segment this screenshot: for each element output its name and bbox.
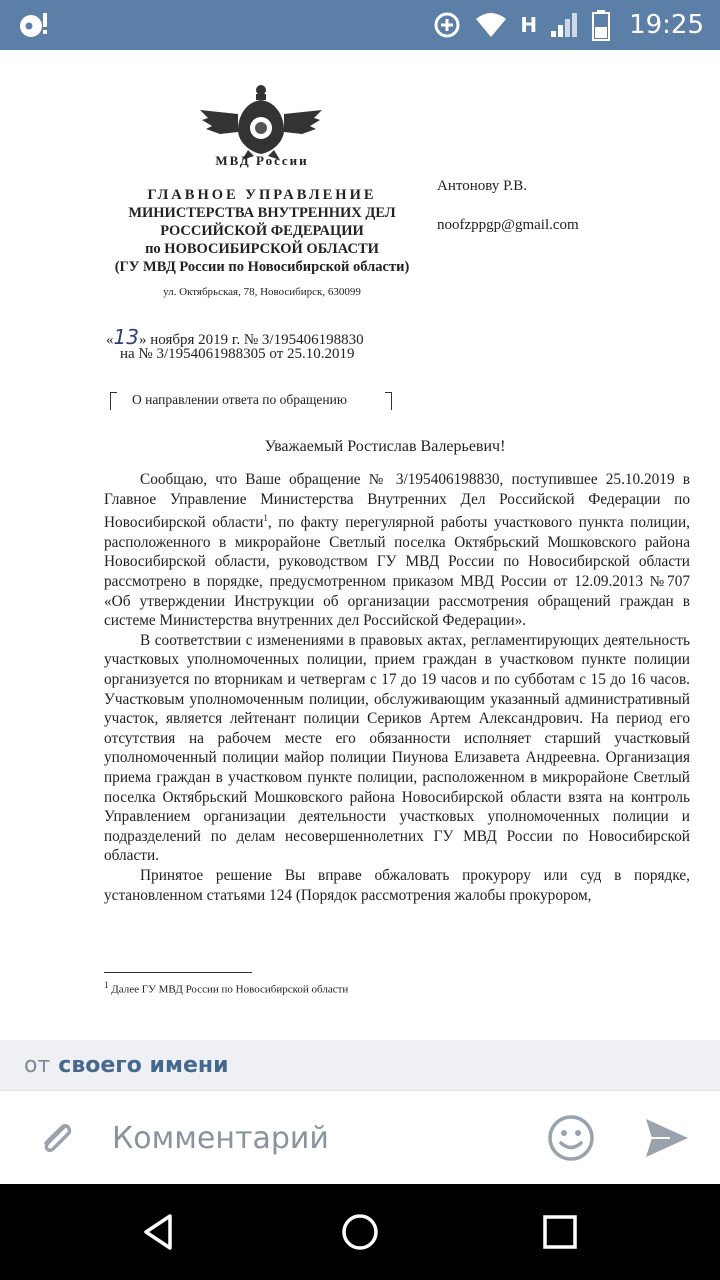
letter-subject: О направлении ответа по обращению bbox=[110, 390, 392, 408]
wifi-icon bbox=[474, 11, 508, 39]
org-line: по НОВОСИБИРСКОЙ ОБЛАСТИ bbox=[145, 241, 379, 257]
org-line: (ГУ МВД России по Новосибирской области) bbox=[114, 259, 410, 275]
document-photo[interactable] bbox=[0, 50, 720, 1040]
paragraph: Принятое решение Вы вправе обжаловать прокурору или суд в порядке, установленном статьями 124 (Порядок рассмотрения жалобы прокурором, bbox=[104, 866, 690, 904]
back-icon[interactable] bbox=[138, 1210, 182, 1254]
comment-input[interactable] bbox=[112, 1111, 532, 1165]
bracket-right bbox=[385, 392, 392, 410]
data-saver-icon bbox=[432, 10, 462, 40]
greeting: Уважаемый Ростислав Валерьевич! bbox=[264, 438, 506, 455]
paragraph: Сообщаю, что Ваше обращение № 3/195406198830, поступившее 25.10.2019 в Главное Управление Министерства Внутренних Дел Российской Федерации по Новосибирской области$^1$, по факту перегулярной работы участкового пункта полиции, расположенного в микрорайоне Светлый поселка Октябрьский Мошковского района Новосибирской области, руководством ГУ МВД России по Новосибирской области рассмотрено в порядке, предусмотренном приказом МВД России от 12.09.2013 №707 «Об утверждении Инструкции об организации рассмотрения обращений граждан в системе Министерства внутренних дел Российской Федерации». bbox=[104, 471, 690, 630]
mvd-emblem-icon bbox=[198, 80, 324, 160]
agency-short-name: МВД России bbox=[215, 153, 309, 168]
status-bar bbox=[0, 0, 720, 50]
status-time: 19:25 bbox=[629, 10, 704, 40]
reference-number: «13» ноября 2019 г. № 3/195406198830 bbox=[106, 325, 364, 349]
attach-icon[interactable] bbox=[34, 1115, 80, 1161]
org-line: МИНИСТЕРСТВА ВНУТРЕННИХ ДЕЛ bbox=[128, 205, 396, 221]
navigation-bar bbox=[0, 1184, 720, 1280]
home-icon[interactable] bbox=[338, 1210, 382, 1254]
author-selector[interactable] bbox=[0, 1040, 720, 1090]
emoji-icon[interactable] bbox=[546, 1113, 596, 1163]
addressee-name: Антонову Р.В. bbox=[437, 178, 528, 194]
paragraph: В соответствии с изменениями в правовых актах, регламентирующих деятельность участковых уполномоченных полиции, прием граждан в участковом пункте полиции организуется по вторникам и четвергам с 17 до 19 часов и по субботам с 15 до 16 часов. Участковым уполномоченным полиции, обслуживающим указанный административный участок, является лейтенант полиции Сериков Артем Александрович. На период его отсутствия на рабочем месте его обязанности исполняет старший участковый уполномоченный полиции майор полиции Пиунова Елизавета Андреевна. Организация приема граждан в участковом пункте полиции, расположенном в микрорайоне Светлый поселка Октябрьский Мошковского района Новосибирской области взята на контроль Управлением организации деятельности участковых уполномоченных полиции и подразделений по делам несовершеннолетних ГУ МВД России по Новосибирской области. bbox=[104, 631, 690, 865]
bracket-left bbox=[110, 392, 117, 410]
author-prefix: от bbox=[24, 1052, 51, 1078]
network-type-label: H bbox=[520, 13, 538, 37]
notification-icon bbox=[18, 10, 50, 40]
send-icon[interactable] bbox=[642, 1115, 690, 1161]
footnote-divider bbox=[104, 972, 252, 973]
letter-body bbox=[104, 470, 690, 905]
recents-icon[interactable] bbox=[538, 1210, 582, 1254]
footnote: $^1$ Далее ГУ МВД России по Новосибирской области bbox=[104, 980, 349, 996]
battery-icon bbox=[591, 9, 611, 41]
comment-composer bbox=[0, 1090, 720, 1184]
handwritten-day: 13 bbox=[113, 325, 139, 349]
org-address: ул. Октябрьская, 78, Новосибирск, 630099 bbox=[163, 286, 361, 298]
reference-in-reply: на № 3/1954061988305 от 25.10.2019 bbox=[120, 346, 355, 362]
signal-icon bbox=[549, 11, 579, 39]
org-line: ГЛАВНОЕ УПРАВЛЕНИЕ bbox=[147, 187, 377, 203]
org-line: РОССИЙСКОЙ ФЕДЕРАЦИИ bbox=[160, 223, 364, 239]
addressee-email: noofzppgp@gmail.com bbox=[437, 217, 579, 233]
organization-header bbox=[100, 186, 424, 276]
author-link[interactable]: своего имени bbox=[58, 1052, 229, 1078]
